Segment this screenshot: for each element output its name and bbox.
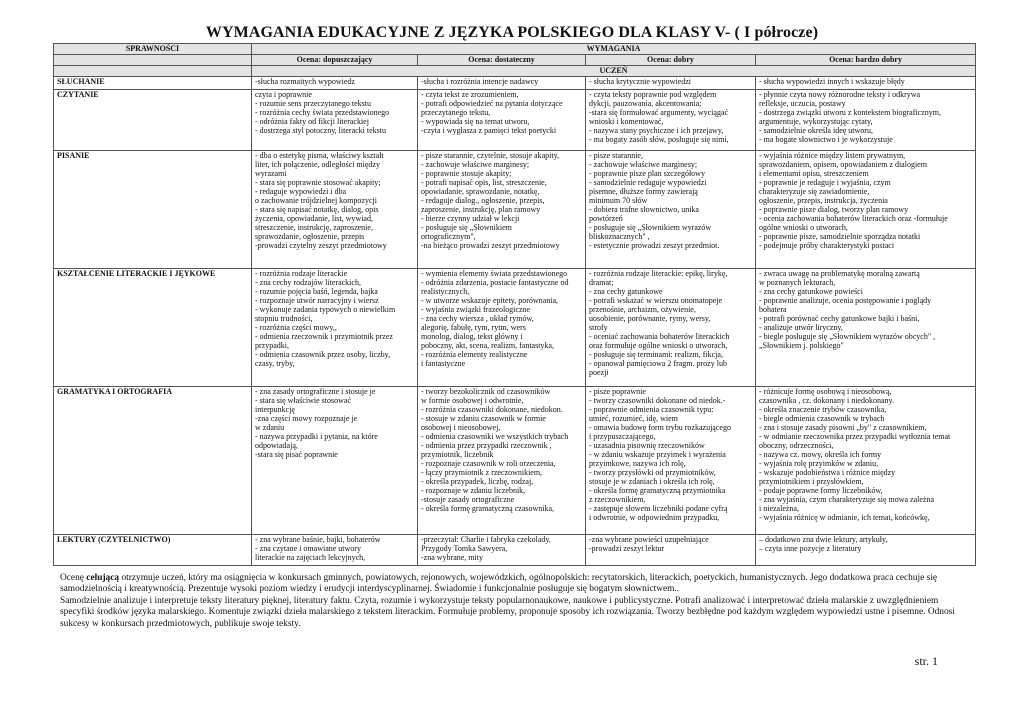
skill-label: PISANIE (54, 151, 252, 269)
footer-paragraph: Samodzielnie analizuje i interpretuje teksty literatury pięknej, literatury faktu. Czyta, rozumie i wykorzystuje teksty popularnonaukowe, naukowe i publicystyczne. Potrafi analizować i interpretować dzieła malarskie z uwzględnieniem specyfiki środków języka malarskiego. Komentuje związki dzieła malarskiego z tekstem literackim. Formułuje problemy, proponuje sposoby ich rozwiązania. Tworzy bezbłędne pod każdym względem wypowiedzi ustne i pisemne. Odnosi sukcesy w konkursach przedmiotowych, publikuje swoje teksty. (60, 595, 955, 629)
requirement-cell (252, 387, 418, 535)
requirement-cell (252, 535, 418, 566)
requirements-table (53, 43, 976, 566)
skill-label: KSZTAŁCENIE LITERACKIE I JĘYKOWE (54, 269, 252, 387)
table-row (54, 269, 976, 387)
requirement-cell (586, 269, 756, 387)
grade-header: Ocena: dostateczny (418, 55, 586, 66)
requirement-text: - dba o estetykę pisma, właściwy kształt liter, ich połączenie, odległości między wyrazami - stara się poprawnie stosować akapity; - redaguje wypowiedzi i dba o zachowanie trójdzielnej kompozycji - stara się napisać notatkę, dialog, opis życzenia, opowiadanie, list, wywiad, streszczenie, instrukcję, zaproszenie, sprawozdanie, ogłoszenie, przepis -prowadzi czytelny zeszyt przedmiotowy (255, 151, 387, 250)
header-blank (54, 55, 252, 66)
requirement-text: -słucha i rozróżnia intencje nadawcy (421, 77, 539, 86)
grade-header: Ocena: dobry (586, 55, 756, 66)
emphasis-text: celującą (86, 573, 120, 583)
requirement-cell (418, 151, 586, 269)
requirement-cell (586, 90, 756, 151)
requirement-cell (586, 535, 756, 566)
table-row (54, 151, 976, 269)
requirement-text: -przeczytał: Charlie i fabryka czekolady, Przygody Tomka Sawyera, -zna wybrane, mity (421, 535, 551, 562)
requirement-cell (586, 387, 756, 535)
requirement-cell (252, 269, 418, 387)
requirement-text: - pisze starannie, czytelnie, stosuje akapity, - zachowuje właściwe marginesy; - poprawnie stosuje akapity; - potrafi napisać opis, list, streszczenie, opowiadanie, sprawozdanie, notatkę, - redaguje dialog., ogłoszenie, przepis, zaproszenie, instrukcję, plan ramowy - bierze czynny udział w lekcji - posługuje się „Słownikiem ortograficznym", -na bieżąco prowadzi zeszyt przedmiotowy (421, 151, 560, 250)
requirement-cell (418, 269, 586, 387)
requirement-text: - zna wybrane baśnie, bajki, bohaterów - zna czytane i omawiane utwory literackie na zajęciach lekcyjnych, (255, 535, 381, 562)
skill-label: SŁUCHANIE (54, 77, 252, 90)
document-title: WYMAGANIA EDUKACYJNE Z JĘZYKA POLSKIEGO DLA KLASY V- ( I półrocze) (205, 24, 819, 41)
requirement-text: - słucha krytycznie wypowiedzi (589, 77, 691, 86)
header-requirements: WYMAGANIA (252, 44, 976, 55)
requirement-text: - rozróżnia rodzaje literackie - zna cechy rodzajów literackich, - rozumie pojęcia baśń, legenda, bajka - rozpoznaje utwór narracyjny i wiersz - wykonuje zadania typowych o niewielkim stopniu trudności, - rozróżnia części mowy,, - odmienia rzeczownik i przymiotnik przez przypadki, - odmienia czasownik przez osoby, liczby, czasy, tryby, (255, 269, 396, 368)
page-number: str. 1 (914, 654, 938, 668)
requirement-cell (418, 535, 586, 566)
table-row (54, 77, 976, 90)
requirement-text: - tworzy bezokolicznik od czasowników w formie osobowej i odwrotnie, - rozróżnia czasowniki dokonane, niedokon. - stosuje w zdaniu czasownik w formie osobowej i nieosobowej, - odmienia czasowniki we wszystkich trybach - odmienia przez przypadki rzeczownik , przymiotnik, liczebnik - rozpoznaje czasownik w roli orzeczenia, - łączy przymiotnik z rzeczownikiem, - określa przypadek, liczbę, rodzaj, - rozpoznaje w zdaniu liczebnik, -stosuje zasady ortograficzne - określa formę gramatyczną czasownika, (421, 387, 569, 513)
requirement-cell (252, 151, 418, 269)
skill-label: GRAMATYKA I ORTOGRAFIA (54, 387, 252, 535)
requirement-text: – dodatkowo zna dwie lektury, artykuły, – czyta inne pozycje z literatury (759, 535, 888, 553)
requirement-cell (756, 269, 976, 387)
requirement-text: - czyta teksty poprawnie pod względem dykcji, pauzowania, akcentowania; -stara się formułować argumenty, wyciągać wnioski i komentować, - nazywa stany psychiczne i ich przejawy, - ma bogaty zasób słów, posługuje się nimi, (589, 90, 729, 144)
requirement-cell (418, 90, 586, 151)
header-blank (54, 66, 252, 77)
requirement-text: - płynnie czyta nowy różnorodne teksty i odkrywa refleksje, uczucia, postawy - dostrzega związki utworu z kontekstem biograficznym, argumentuje, wykorzystując cytaty, - samodzielnie określa ideę utworu, - ma bogate słownictwo i je wykorzystuje (759, 90, 941, 144)
skill-label: CZYTANIE (54, 90, 252, 151)
requirement-cell (756, 90, 976, 151)
footer-text (60, 573, 960, 630)
table-row (54, 90, 976, 151)
requirement-text: - słucha wypowiedzi innych i wskazuje błędy (759, 77, 905, 86)
requirement-text: - pisze poprawnie - tworzy czasowniki dokonane od niedok.- - poprawnie odmienia czasownik typu: umieć, rozumieć, idę, wiem - omawia budowę form trybu rozkazującego i przypuszczającego, - uzasadnia pisownię rzeczowników - w zdaniu wskazuje przyimek i wyrażenia przyimkowe, nazywa ich rolę, - tworzy przysłówki od przymiotników, stosuje je w zdaniach i określa ich rolę, - określa formę gramatyczną przymiotnika z rzeczownikiem, - zastępuje słowem liczebniki podane cyfrą i odwrotnie, w odpowiednim przypadku, (589, 387, 731, 522)
requirement-text: - wyjaśnia różnice między listem prywatnym, sprawozdaniem, opisem, opowiadaniem z dialogiem i elementami opisu, streszczeniem - poprawnie je redaguje i wyjaśnia, czym charakteryzuje się zawiadomienie, ogłoszenie, przepis, instrukcja, życzenia - poprawnie pisze dialog, tworzy plan ramowy - ocenia zachowania bohaterów literackich oraz -formułuje ogólne wnioski o utworach, - poprawnie pisze, samodzielnie sporządza notatki - podejmuje próby charakterystyki postaci (759, 151, 948, 250)
skill-label: LEKTURY (CZYTELNICTWO) (54, 535, 252, 566)
header-skills: SPRAWNOŚCI (54, 44, 252, 55)
header-student: UCZEŃ (252, 66, 976, 77)
requirement-cell (756, 151, 976, 269)
requirement-cell (252, 90, 418, 151)
requirement-text: - wymienia elementy świata przedstawionego - odróżnia zdarzenia, postacie fantastyczne od realistycznych, - w utworze wskazuje epitety, porównania, - wyjaśnia związki frazeologiczne - zna cechy wiersza , układ rymów, alegorię, fabułę, rym, rytm, wers monolog, dialog, tekst główny i poboczny, akt, scena, realizm, fantastyka, - rozróżnia elementy realistyczne i fantastyczne (421, 269, 569, 368)
requirement-cell (756, 535, 976, 566)
requirement-text: - zwraca uwagę na problematykę moralną zawartą w poznanych lekturach, - zna cechy gatunkowe powieści - poprawnie analizuje, ocenia postępowanie i poglądy bohatera - potrafi porównać cechy gatunkowe bajki i baśni, - analizuje utwór liryczny, - biegle posługuje się „Słownikiem wyrazów obcych" , „Słownikiem j. polskiego" (759, 269, 936, 350)
requirement-text: - zna zasady ortograficzne i stosuje je - stara się właściwie stosować interpunkcję -zna części mowy rozpoznaje je w zdaniu - nazywa przypadki i pytania, na które odpowiadają, -stara się pisać poprawnie (255, 387, 378, 459)
requirement-text: -słucha rozmaitych wypowiedz (255, 77, 355, 86)
requirement-text: - rozróżnia rodzaje literackie: epikę, lirykę, dramat; - zna cechy gatunkowe - potrafi wskazać w wierszu onomatopeje przenośnie, archaizm, ożywienie, uosobienie, porównanie, rymy, wersy, strofy - oceniać zachowania bohaterów literackich oraz formułuje ogólne wnioski o utworach, - posługuje się terminami: realizm, fikcja, - opanował pamięciowa 2 fragm. prozy lub poezji (589, 269, 730, 377)
footer-paragraph: Ocenę celującą otrzymuje uczeń, który ma osiągnięcia w konkursach gminnych, powiatowych, rejonowych, wojewódzkich, ogólnopolskich: recytatorskich, literackich, poetyckich, humanistycznych. Jego dodatkowa praca cechuje się samodzielnością i kreatywnością. Prezentuje wysoki poziom wiedzy i erudycji interdyscyplinarnej. Świadomie i funkcjonalnie posługuje się bogatym słownictwem.. (60, 573, 938, 595)
grade-header: Ocena: bardzo dobry (756, 55, 976, 66)
requirement-text: czyta i poprawnie - rozumie sens przeczytanego tekstu - rozróżnia cechy świata przedstawionego - odróżnia fakty od fikcji literackiej - dostrzega styl potoczny, literacki tekstu (255, 90, 390, 135)
table-row (54, 387, 976, 535)
requirement-text: - różnicuje formę osobową i nieosobową, czasownika , cz. dokonany i niedokonany. - określa znaczenie trybów czasownika, - biegle odmienia czasownik w trybach - zna i stosuje zasady pisowni „by" z czasownikiem, - w odmianie rzeczownika przez przypadki wytłoznia temat oboczny, odrzeczności, - nazywa cz. mowy, określa ich formy - wyjaśnia rolę przyimków w zdaniu, - wskazuje podobieństwa i różnice między przymiotnikiem i przysłówkiem, - podaje poprawne formy liczebników, - zna wyjaśnia, czym charakteryzuje się mowa zależna i niezależna, - wyjaśnia różnicę w odmianie, ich temat, końcówkę, (759, 387, 951, 522)
requirement-cell (252, 77, 418, 90)
requirement-text: -zna wybrane powieści uzupełniające -prowadzi zeszyt lektur (589, 535, 709, 553)
requirement-text: - pisze starannie, - zachowuje właściwe marginesy; - poprawnie pisze plan szczegółowy - samodzielnie redaguje wypowiedzi pisemne, dłuższe formy zawierają minimum 70 słów - dobiera trafne słownictwo, unika powtórzeń - posługuje się „Słownikiem wyrazów bliskoznacznych" , - estetycznie prowadzi zeszyt przedmiot. (589, 151, 720, 250)
grade-header: Ocena: dopuszczający (252, 55, 418, 66)
requirement-cell (418, 77, 586, 90)
requirement-text: - czyta tekst ze zrozumieniem, - potrafi odpowiedzieć na pytania dotyczące przeczytanego tekstu, - wypowiada się na temat utworu, -czyta i wygłasza z pamięci tekst poetycki (421, 90, 563, 135)
requirement-cell (586, 151, 756, 269)
requirement-cell (756, 387, 976, 535)
table-row (54, 535, 976, 566)
requirement-cell (418, 387, 586, 535)
requirement-cell (756, 77, 976, 90)
requirement-cell (586, 77, 756, 90)
